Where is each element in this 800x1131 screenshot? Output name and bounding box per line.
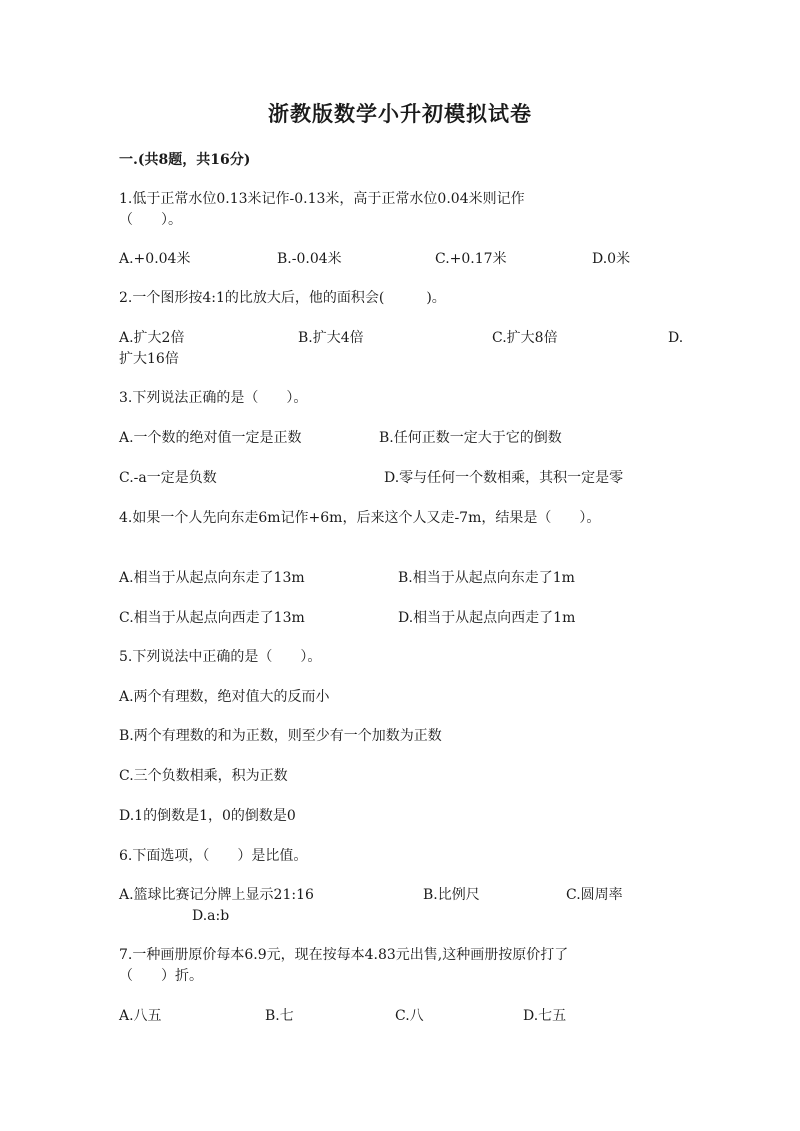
question-6-stem: 6.下面选项，（ ）是比值。 — [119, 848, 308, 864]
q6-option-a: A.篮球比赛记分牌上显示21:16 — [119, 887, 314, 903]
q2-option-b: B.扩大4倍 — [298, 330, 364, 346]
q3-option-a: A.一个数的绝对值一定是正数 — [119, 430, 302, 446]
question-7-stem-cont: （ ）折。 — [119, 968, 203, 984]
q6-option-b: B.比例尺 — [423, 887, 480, 903]
q1-option-d: D.0米 — [592, 251, 631, 267]
q4-option-d: D.相当于从起点向西走了1m — [398, 610, 576, 626]
q3-option-c: C.-a一定是负数 — [119, 470, 217, 486]
q1-option-a: A.+0.04米 — [119, 251, 191, 267]
q2-option-c: C.扩大8倍 — [492, 330, 558, 346]
section-heading: 一.(共8题，共16分) — [119, 152, 251, 168]
q7-option-d: D.七五 — [523, 1008, 567, 1024]
question-7-stem: 7.一种画册原价每本6.9元，现在按每本4.83元出售,这种画册按原价打了 — [119, 947, 569, 963]
q2-option-a: A.扩大2倍 — [119, 330, 185, 346]
q3-option-b: B.任何正数一定大于它的倒数 — [379, 430, 562, 446]
q7-option-a: A.八五 — [119, 1008, 162, 1024]
q6-option-d: D.a:b — [192, 908, 230, 924]
q4-option-b: B.相当于从起点向东走了1m — [398, 570, 575, 586]
q5-option-b: B.两个有理数的和为正数，则至少有一个加数为正数 — [119, 728, 442, 744]
page-title: 浙教版数学小升初模拟试卷 — [268, 101, 532, 126]
q3-option-d: D.零与任何一个数相乘，其积一定是零 — [384, 470, 624, 486]
q2-option-d-text: 扩大16倍 — [119, 351, 179, 367]
q1-option-b: B.-0.04米 — [277, 251, 342, 267]
question-2-stem: 2.一个图形按4:1的比放大后，他的面积会( )。 — [119, 290, 446, 306]
q5-option-a: A.两个有理数，绝对值大的反而小 — [119, 689, 330, 705]
question-4-stem: 4.如果一个人先向东走6m记作+6m，后来这个人又走-7m，结果是（ ）。 — [119, 510, 601, 526]
q6-option-c: C.圆周率 — [566, 887, 623, 903]
q5-option-d: D.1的倒数是1，0的倒数是0 — [119, 808, 296, 824]
q1-option-c: C.+0.17米 — [435, 251, 507, 267]
q5-option-c: C.三个负数相乘，积为正数 — [119, 768, 288, 784]
question-5-stem: 5.下列说法中正确的是（ ）。 — [119, 649, 322, 665]
question-3-stem: 3.下列说法正确的是（ ）。 — [119, 390, 308, 406]
q7-option-c: C.八 — [395, 1008, 424, 1024]
question-1-stem-cont: （ ）。 — [119, 212, 182, 228]
q4-option-c: C.相当于从起点向西走了13m — [119, 610, 305, 626]
q2-option-d: D. — [668, 330, 684, 346]
q4-option-a: A.相当于从起点向东走了13m — [119, 570, 305, 586]
q7-option-b: B.七 — [265, 1008, 294, 1024]
question-1-stem: 1.低于正常水位0.13米记作-0.13米，高于正常水位0.04米则记作 — [119, 191, 525, 207]
